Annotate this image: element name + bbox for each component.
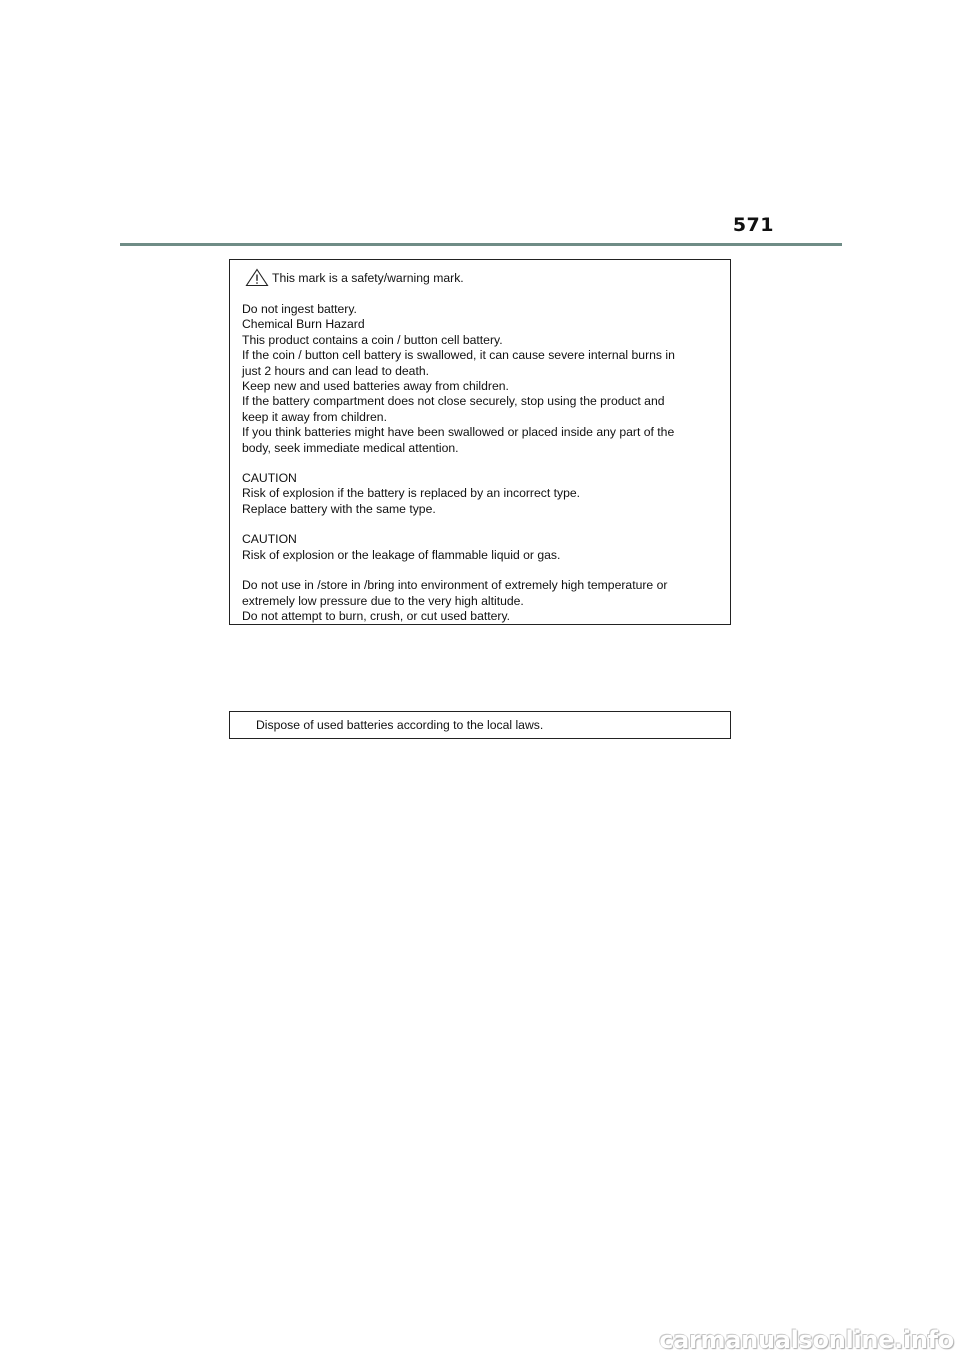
- caution-paragraph-leakage: [242, 532, 718, 563]
- page-number: 571: [732, 214, 774, 236]
- battery-warning-box: [229, 259, 731, 625]
- text-line: Risk of explosion if the battery is replaced by an incorrect type.: [242, 486, 581, 501]
- text-line: body, seek immediate medical attention.: [242, 440, 459, 455]
- text-line: just 2 hours and can lead to death.: [242, 363, 430, 378]
- text-line: If the coin / button cell battery is swallowed, it can cause severe internal burns in: [242, 348, 675, 363]
- caution-paragraph-incorrect-type: [242, 471, 718, 517]
- warning-mark-line: [242, 270, 718, 287]
- header-rule: [120, 243, 842, 246]
- site-watermark: carmanualsonline.info: [659, 1326, 954, 1354]
- text-line: If the battery compartment does not close securely, stop using the product and: [242, 394, 665, 409]
- warning-mark-text: This mark is a safety/warning mark.: [272, 271, 464, 285]
- warning-triangle-icon: [245, 268, 269, 287]
- text-line: extremely low pressure due to the very high altitude.: [242, 593, 524, 608]
- text-line: CAUTION: [242, 471, 297, 486]
- text-line: Risk of explosion or the leakage of flammable liquid or gas.: [242, 547, 561, 562]
- disposal-notice-box: [229, 711, 731, 739]
- text-line: This product contains a coin / button cell battery.: [242, 332, 503, 347]
- text-line: If you think batteries might have been swallowed or placed inside any part of the: [242, 425, 675, 440]
- warning-paragraph-ingest: [242, 302, 718, 456]
- text-line: Do not use in /store in /bring into environment of extremely high temperature or: [242, 578, 668, 593]
- text-line: Do not attempt to burn, crush, or cut used battery.: [242, 608, 511, 623]
- disposal-notice-text: Dispose of used batteries according to the local laws.: [256, 718, 544, 732]
- warning-paragraph-environment: [242, 578, 718, 624]
- text-line: Do not ingest battery.: [242, 302, 357, 316]
- text-line: keep it away from children.: [242, 409, 387, 424]
- text-line: Chemical Burn Hazard: [242, 317, 365, 332]
- text-line: Keep new and used batteries away from children.: [242, 379, 509, 394]
- text-line: Replace battery with the same type.: [242, 501, 436, 516]
- text-line: CAUTION: [242, 532, 297, 547]
